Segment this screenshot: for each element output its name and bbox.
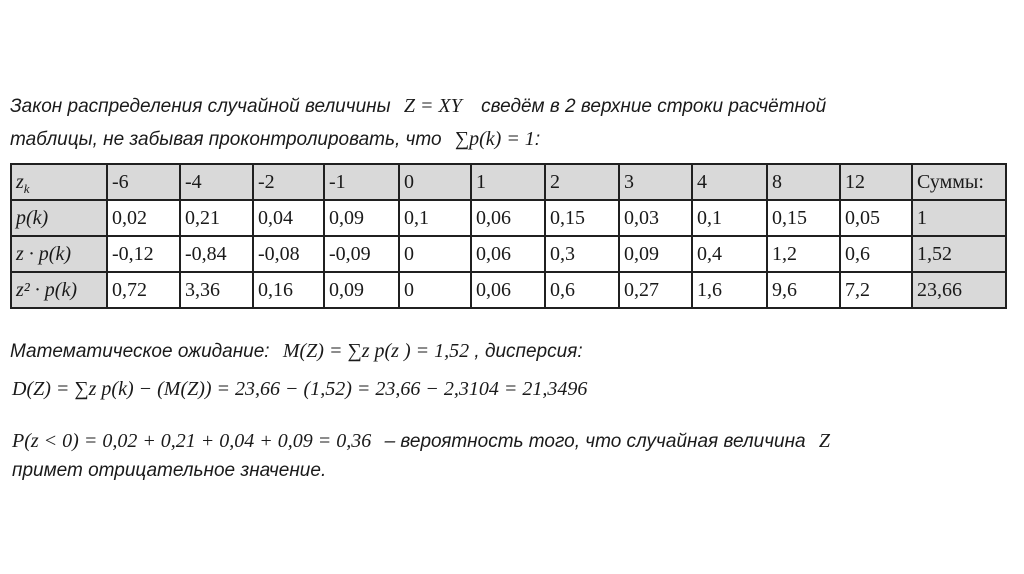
intro-colon: : bbox=[534, 129, 541, 150]
table-cell: -4 bbox=[180, 164, 253, 200]
table-cell: 12 bbox=[840, 164, 912, 200]
row-label-z-text: z bbox=[16, 170, 24, 193]
expectation-label: Математическое ожидание: bbox=[10, 341, 270, 362]
table-cell: 1 bbox=[471, 164, 545, 200]
table-cell: -1 bbox=[324, 164, 399, 200]
intro-text-line2: таблицы, не забывая проконтролировать, что bbox=[10, 129, 442, 150]
table-cell: -2 bbox=[253, 164, 324, 200]
table-cell: 8 bbox=[767, 164, 840, 200]
row-label-p: p(k) bbox=[11, 200, 107, 236]
table-row-z bbox=[11, 164, 1006, 200]
table-cell: 0,27 bbox=[619, 272, 692, 308]
table-cell: 0,6 bbox=[545, 272, 619, 308]
table-cell: 9,6 bbox=[767, 272, 840, 308]
table-cell: 0,04 bbox=[253, 200, 324, 236]
table-cell: 0,21 bbox=[180, 200, 253, 236]
table-cell: 0,3 bbox=[545, 236, 619, 272]
table-cell: 0,72 bbox=[107, 272, 180, 308]
table-cell: 1,2 bbox=[767, 236, 840, 272]
table-cell: 0,4 bbox=[692, 236, 767, 272]
row-label-z2p-text: z² · p(k) bbox=[16, 278, 77, 301]
intro-text-prefix: Закон распределения случайной величины bbox=[10, 96, 391, 117]
table-cell: 3,36 bbox=[180, 272, 253, 308]
table-cell: 0,15 bbox=[545, 200, 619, 236]
table-cell: 0,06 bbox=[471, 200, 545, 236]
sum-header: Суммы: bbox=[912, 164, 1006, 200]
table-cell: 0,6 bbox=[840, 236, 912, 272]
variance-formula: D(Z) = ∑z p(k) − (M(Z)) = 23,66 − (1,52) = 23,66 − 2,3104 = 21,3496 bbox=[12, 378, 588, 400]
table-cell: -0,84 bbox=[180, 236, 253, 272]
zp-sum-cell: 1,52 bbox=[912, 236, 1006, 272]
table-cell: 1,6 bbox=[692, 272, 767, 308]
table-cell: 0,1 bbox=[692, 200, 767, 236]
intro-line-1 bbox=[10, 95, 826, 118]
row-label-z: $z_k$ bbox=[11, 164, 107, 200]
probability-text: – вероятность того, что случайная величина bbox=[384, 431, 806, 452]
row-label-zp-text: z · p(k) bbox=[16, 242, 71, 265]
table-cell: 4 bbox=[692, 164, 767, 200]
z-equals-xy-formula: Z = XY bbox=[403, 95, 462, 117]
intro-text-suffix: сведём в 2 верхние строки расчётной bbox=[481, 96, 827, 117]
table-cell: 7,2 bbox=[840, 272, 912, 308]
table-cell: 0 bbox=[399, 272, 471, 308]
table-cell: -0,12 bbox=[107, 236, 180, 272]
table-row-p bbox=[11, 200, 1006, 236]
probability-formula: P(z < 0) = 0,02 + 0,21 + 0,04 + 0,09 = 0,36 bbox=[12, 430, 372, 452]
table-cell: 0 bbox=[399, 236, 471, 272]
probability-line-1 bbox=[12, 430, 830, 453]
z2p-sum-cell: 23,66 bbox=[912, 272, 1006, 308]
calculation-table bbox=[10, 163, 1007, 309]
table-cell: 0,06 bbox=[471, 236, 545, 272]
table-cell: -6 bbox=[107, 164, 180, 200]
sum-p-formula: ∑p(k) = 1 bbox=[454, 128, 535, 150]
table-cell: 0 bbox=[399, 164, 471, 200]
table-cell: -0,08 bbox=[253, 236, 324, 272]
probability-line-2: примет отрицательное значение. bbox=[12, 460, 327, 481]
row-label-zp bbox=[11, 236, 107, 272]
table-cell: 0,15 bbox=[767, 200, 840, 236]
expectation-suffix: , дисперсия: bbox=[474, 341, 583, 362]
table-cell: 0,1 bbox=[399, 200, 471, 236]
table-cell: 0,09 bbox=[324, 200, 399, 236]
table-cell: 3 bbox=[619, 164, 692, 200]
expectation-formula: M(Z) = ∑z p(z ) = 1,52 bbox=[282, 340, 470, 362]
table-row-z2p bbox=[11, 272, 1006, 308]
table-cell: 0,16 bbox=[253, 272, 324, 308]
table-cell: 0,02 bbox=[107, 200, 180, 236]
table-cell: 0,05 bbox=[840, 200, 912, 236]
intro-line-2 bbox=[10, 128, 540, 151]
probability-variable: Z bbox=[818, 430, 831, 452]
table-cell: 2 bbox=[545, 164, 619, 200]
table-row-zp bbox=[11, 236, 1006, 272]
table-cell: 0,09 bbox=[619, 236, 692, 272]
expectation-line bbox=[10, 340, 583, 363]
p-sum-cell: 1 bbox=[912, 200, 1006, 236]
table-cell: 0,09 bbox=[324, 272, 399, 308]
table-cell: -0,09 bbox=[324, 236, 399, 272]
row-label-z2p bbox=[11, 272, 107, 308]
table-cell: 0,06 bbox=[471, 272, 545, 308]
table-cell: 0,03 bbox=[619, 200, 692, 236]
